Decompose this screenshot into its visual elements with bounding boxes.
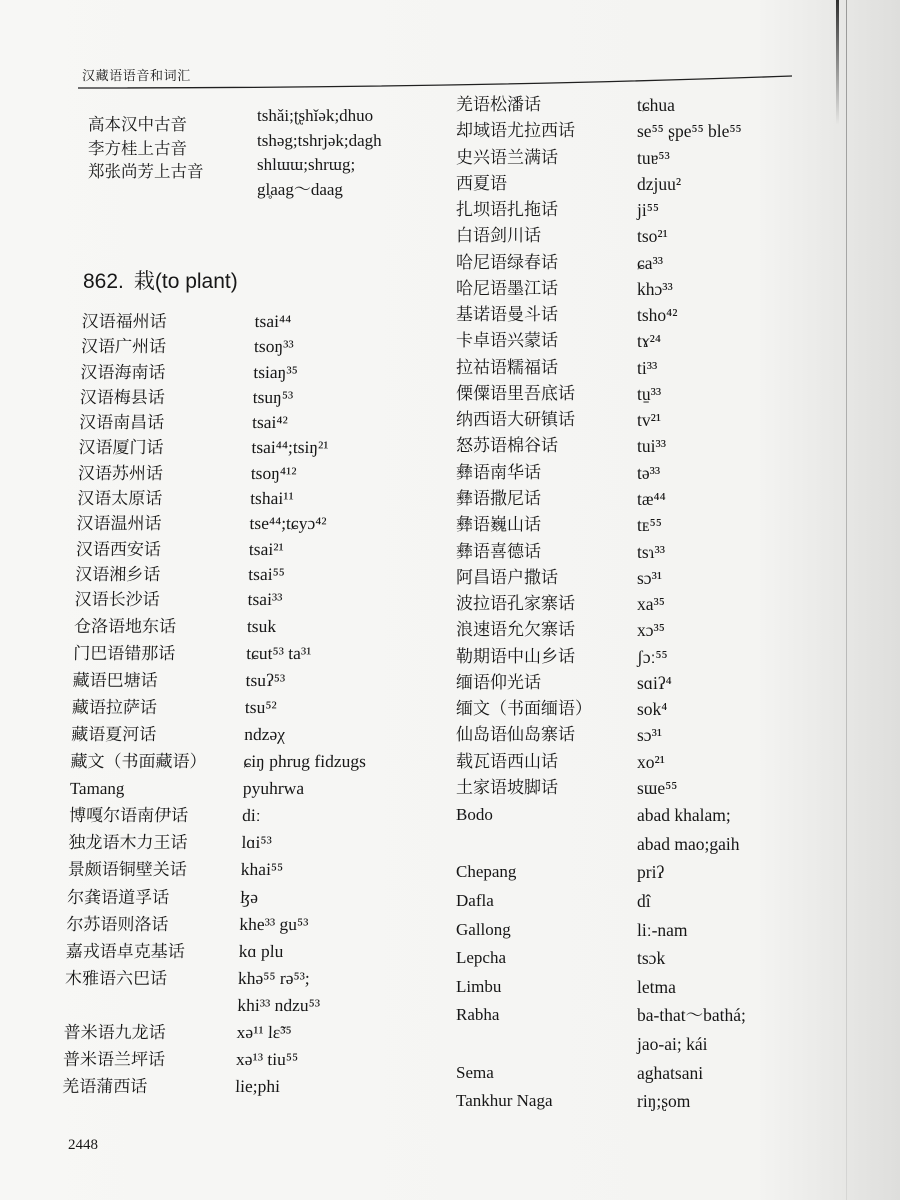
form-value: tsoŋ³³ xyxy=(253,336,294,357)
form-value: sɔ³¹ xyxy=(637,567,663,588)
form-value: sok⁴ xyxy=(637,699,668,720)
reconstruction-value: tshəg;tshrjək;dagh xyxy=(257,130,382,150)
form-value: ɕa³³ xyxy=(637,252,664,273)
form-value: letma xyxy=(637,976,676,997)
right-column-list xyxy=(456,92,746,1116)
entry-heading xyxy=(83,268,238,296)
form-value: tso²¹ xyxy=(637,226,668,247)
language-label: 汉语温州话 xyxy=(76,514,162,534)
reconstruction-labels xyxy=(88,113,204,184)
language-label: 仓洛语地东话 xyxy=(73,616,177,636)
entry-row xyxy=(456,197,746,223)
form-value: tsai²¹ xyxy=(248,538,284,559)
reconstruction-value: tshǎi;ʈʂhǐək;dhuo xyxy=(257,106,374,125)
form-value: ɕiŋ phrug fidzugs xyxy=(243,751,367,772)
entry-row xyxy=(81,334,377,359)
form-value: xɔ³⁵ xyxy=(637,620,665,641)
entry-row xyxy=(456,486,746,512)
entry-row xyxy=(70,775,366,802)
language-label: 尔龚语道孚话 xyxy=(66,887,170,907)
entry-row xyxy=(65,938,361,965)
form-value: dî xyxy=(637,890,651,911)
entry-row xyxy=(75,562,371,587)
form-value: ba-that～bathá; xyxy=(637,1005,746,1026)
page-number: 2448 xyxy=(68,1137,98,1153)
form-value: khɔ³³ xyxy=(637,278,673,299)
entry-row xyxy=(72,667,368,694)
form-value: xə¹¹ lɛ̃³⁵ xyxy=(236,1021,292,1042)
entry-row xyxy=(81,309,377,334)
form-value: tsai⁴² xyxy=(251,412,289,433)
entry-row xyxy=(72,694,368,721)
language-label: 史兴语兰满话 xyxy=(456,147,558,167)
language-label xyxy=(456,1030,637,1059)
language-label: 汉语苏州话 xyxy=(77,463,164,483)
form-value: aghatsani xyxy=(637,1062,704,1083)
entry-row xyxy=(456,775,746,801)
form-value: liː-nam xyxy=(637,919,688,940)
entry-row xyxy=(456,858,746,887)
language-label: 哈尼语墨江话 xyxy=(456,278,558,298)
language-label: 怒苏语棉谷话 xyxy=(456,436,558,456)
language-label: 尔苏语则洛话 xyxy=(66,914,169,934)
language-label: Dafla xyxy=(456,890,494,910)
form-value: ʃɔː⁵⁵ xyxy=(637,646,668,667)
language-label: 阿昌语户撒话 xyxy=(456,567,558,587)
language-label: 哈尼语绿春话 xyxy=(456,252,558,272)
language-label: 汉语南昌话 xyxy=(78,413,165,433)
form-value: tɕut⁵³ ta³¹ xyxy=(246,642,312,663)
language-label: 博嘎尔语南伊话 xyxy=(68,806,189,826)
entry-row xyxy=(456,565,746,591)
language-label: 独龙语木力王话 xyxy=(68,833,188,853)
entry-row xyxy=(456,250,746,276)
entry-row xyxy=(68,829,364,856)
language-label: Bodo xyxy=(456,805,493,825)
form-value: khi³³ ndzu⁵³ xyxy=(237,994,321,1015)
entry-row xyxy=(456,328,746,354)
entry-row xyxy=(456,223,746,249)
form-value: khai⁵⁵ xyxy=(240,859,284,880)
entry-row xyxy=(74,587,370,612)
form-value: tsai³³ xyxy=(247,589,283,610)
form-value: dzjuu² xyxy=(637,173,682,194)
entry-row xyxy=(456,433,746,459)
entry-number: 862. xyxy=(83,270,124,293)
language-label: 普米语九龙话 xyxy=(63,1022,166,1042)
entry-row xyxy=(62,1073,358,1100)
form-value: abad khalam; xyxy=(637,805,731,826)
language-label xyxy=(64,992,238,1019)
reconstruction-values xyxy=(257,104,382,203)
entry-row xyxy=(456,696,746,722)
form-value: abad mao;gaih xyxy=(637,833,740,854)
language-label: 彝语巍山话 xyxy=(456,515,541,535)
entry-row xyxy=(456,722,746,748)
entry-row xyxy=(65,965,361,992)
language-label: 彝语撒尼话 xyxy=(456,488,541,508)
form-value: xo²¹ xyxy=(637,751,665,772)
form-value: pyuhrwa xyxy=(242,778,305,799)
entry-row xyxy=(456,1087,746,1116)
language-label xyxy=(456,830,637,859)
reconstruction-label: 郑张尚芳上古音 xyxy=(88,162,204,181)
entry-row xyxy=(456,944,746,973)
entry-row xyxy=(71,721,367,748)
language-label: 普米语兰坪话 xyxy=(62,1050,166,1070)
language-label: 羌语蒲西话 xyxy=(62,1077,148,1097)
entry-row xyxy=(63,1019,359,1046)
language-label: Tamang xyxy=(69,779,125,799)
form-value: ji⁵⁵ xyxy=(637,200,659,221)
entry-row xyxy=(456,407,746,433)
form-value: priʔ xyxy=(637,862,665,883)
entry-row xyxy=(456,916,746,945)
header-rule xyxy=(0,0,900,120)
form-value: xə¹³ tiu⁵⁵ xyxy=(235,1049,299,1070)
form-value: jao-ai; kái xyxy=(637,1033,708,1054)
form-value: tæ⁴⁴ xyxy=(637,488,666,509)
entry-row xyxy=(456,381,746,407)
entry-row xyxy=(78,461,374,486)
language-label: 纳西语大研镇话 xyxy=(456,410,575,430)
language-label: 仙岛语仙岛寨话 xyxy=(456,725,575,745)
entry-row xyxy=(456,460,746,486)
form-value: tᴇ⁵⁵ xyxy=(637,515,662,536)
language-label: 拉祜语糯福话 xyxy=(456,357,558,377)
entry-row xyxy=(67,884,363,911)
entry-row xyxy=(456,670,746,696)
entry-row xyxy=(456,591,746,617)
language-label: Sema xyxy=(456,1062,494,1082)
form-value: lɑi⁵³ xyxy=(241,832,272,853)
form-value: tɕhua xyxy=(637,95,675,115)
language-label: 汉语湘乡话 xyxy=(75,564,161,584)
entry-row xyxy=(79,410,375,435)
entry-row xyxy=(80,360,376,385)
entry-row xyxy=(74,613,370,640)
form-value: tsɿ³³ xyxy=(637,541,665,562)
language-label: 汉语福州话 xyxy=(81,312,167,331)
form-value: tse⁴⁴;tɕyɔ⁴² xyxy=(249,513,327,534)
entry-row xyxy=(66,911,362,938)
language-label: 缅文（书面缅语） xyxy=(456,699,592,719)
reconstruction-label: 李方桂上古音 xyxy=(88,138,187,158)
form-value: xa³⁵ xyxy=(637,594,665,615)
entry-row xyxy=(456,801,746,830)
language-label: 藏语夏河话 xyxy=(70,724,157,744)
language-label: Lepcha xyxy=(456,948,507,968)
language-label: 白语剑川话 xyxy=(456,226,541,246)
language-label: 波拉语孔家寨话 xyxy=(456,594,575,614)
form-value: tui³³ xyxy=(637,436,666,457)
entry-headword: 栽(to plant) xyxy=(133,270,238,293)
form-value: tsɔk xyxy=(637,948,666,969)
language-label: 基诺语曼斗话 xyxy=(456,305,558,325)
language-label: Gallong xyxy=(456,919,511,939)
reconstruction-label: 高本汉中古音 xyxy=(88,115,187,134)
form-value: diː xyxy=(241,805,261,826)
entry-row xyxy=(456,171,746,197)
entry-row xyxy=(456,145,746,171)
entry-row xyxy=(63,1046,359,1073)
entry-row xyxy=(456,1001,746,1030)
entry-row xyxy=(456,749,746,775)
language-label: 却域语尤拉西话 xyxy=(456,121,575,141)
form-value: tsho⁴² xyxy=(637,305,678,326)
entry-row xyxy=(67,856,363,883)
form-value: ɮə xyxy=(239,886,259,907)
form-value: tv²¹ xyxy=(637,410,662,431)
form-value: tsu⁵² xyxy=(244,696,277,717)
entry-row xyxy=(456,1059,746,1088)
language-label: 汉语厦门话 xyxy=(78,438,164,458)
reconstruction-value: shlɯɯ;shrɯg; xyxy=(257,155,356,175)
form-value: khe³³ gu⁵³ xyxy=(239,913,309,934)
form-value: se⁵⁵ ʂpe⁵⁵ ble⁵⁵ xyxy=(637,121,742,142)
language-label: 傈僳语里吾底话 xyxy=(456,383,575,403)
language-label: 门巴语错那话 xyxy=(73,643,176,663)
entry-row xyxy=(456,512,746,538)
language-label: 西夏语 xyxy=(456,173,507,193)
entry-row xyxy=(456,355,746,381)
entry-row xyxy=(456,617,746,643)
entry-row xyxy=(64,992,360,1019)
form-value: tsoŋ⁴¹² xyxy=(250,462,297,483)
left-column-list xyxy=(62,309,377,1100)
language-label: 藏语拉萨话 xyxy=(71,697,158,717)
entry-row xyxy=(456,302,746,328)
language-label: 汉语西安话 xyxy=(75,539,162,559)
page-edge-line xyxy=(846,0,847,1200)
form-value: riŋ;ʂom xyxy=(637,1091,691,1112)
entry-row xyxy=(456,973,746,1002)
language-label: 汉语太原话 xyxy=(76,489,163,509)
form-value: tə³³ xyxy=(637,462,661,483)
language-label: 彝语南华话 xyxy=(456,462,541,482)
form-value: tsai⁴⁴ xyxy=(254,311,292,331)
form-value: tsuŋ⁵³ xyxy=(252,386,294,407)
entry-row xyxy=(79,385,375,410)
entry-row xyxy=(456,539,746,565)
entry-row xyxy=(456,1030,746,1059)
running-head: 汉藏语语音和词汇 xyxy=(82,68,191,83)
language-label: 勒期语中山乡话 xyxy=(456,646,575,666)
form-value: lie;phi xyxy=(235,1076,281,1097)
language-label: 扎坝语扎拖话 xyxy=(456,200,558,220)
language-label: 浪速语允欠寨话 xyxy=(456,620,575,640)
language-label: 藏文（书面藏语） xyxy=(70,752,207,772)
form-value: tsuk xyxy=(246,615,277,636)
language-label: 羌语松潘话 xyxy=(456,95,541,114)
entry-row xyxy=(70,748,366,775)
language-label: Tankhur Naga xyxy=(456,1091,553,1111)
language-label: 景颇语铜壁关话 xyxy=(67,860,188,880)
entry-row xyxy=(456,276,746,302)
form-value: tshai¹¹ xyxy=(249,488,295,509)
form-value: sɑiʔ⁴ xyxy=(637,672,672,693)
language-label: 彝语喜德话 xyxy=(456,541,541,561)
entry-row xyxy=(73,640,369,667)
entry-row xyxy=(76,537,372,562)
language-label: 卡卓语兴蒙话 xyxy=(456,331,558,351)
language-label: 土家语坡脚话 xyxy=(456,777,558,797)
form-value: sɔ³¹ xyxy=(637,725,663,746)
form-value: ti³³ xyxy=(637,357,658,378)
entry-row xyxy=(456,887,746,916)
language-label: Chepang xyxy=(456,862,517,882)
language-label: 载瓦语西山话 xyxy=(456,751,558,771)
entry-row xyxy=(69,802,365,829)
entry-row xyxy=(456,118,746,144)
form-value: tsiaŋ³⁵ xyxy=(253,361,298,382)
form-value: ndzəχ xyxy=(243,723,286,744)
form-value: tuɐ⁵³ xyxy=(637,147,670,168)
language-label: 汉语海南话 xyxy=(80,362,166,382)
form-value: tsai⁴⁴;tsiŋ²¹ xyxy=(251,437,329,458)
language-label: Rabha xyxy=(456,1005,500,1025)
entry-row xyxy=(456,644,746,670)
form-value: kɑ plu xyxy=(238,940,284,961)
entry-row xyxy=(76,511,372,536)
entry-row xyxy=(456,92,746,118)
form-value: sɯe⁵⁵ xyxy=(637,777,678,798)
language-label: 缅语仰光话 xyxy=(456,672,541,692)
language-label: 木雅语六巴话 xyxy=(64,968,168,988)
language-label: 汉语长沙话 xyxy=(74,590,160,610)
entry-row xyxy=(77,486,373,511)
form-value: tu̠³³ xyxy=(637,383,662,404)
form-value: khə⁵⁵ rə⁵³; xyxy=(237,967,310,988)
form-value: tsai⁵⁵ xyxy=(248,563,286,584)
language-label: 嘉戎语卓克基话 xyxy=(65,941,185,961)
language-label: 藏语巴塘话 xyxy=(72,670,158,690)
reconstruction-value: gl̥aag～daag xyxy=(257,180,343,200)
language-label: Limbu xyxy=(456,976,502,996)
language-label: 汉语梅县话 xyxy=(79,387,166,407)
form-value: tɤ²⁴ xyxy=(637,331,661,352)
form-value: tsuʔ⁵³ xyxy=(245,669,286,690)
entry-row xyxy=(456,830,746,859)
language-label: 汉语广州话 xyxy=(80,337,167,357)
entry-row xyxy=(78,435,374,460)
